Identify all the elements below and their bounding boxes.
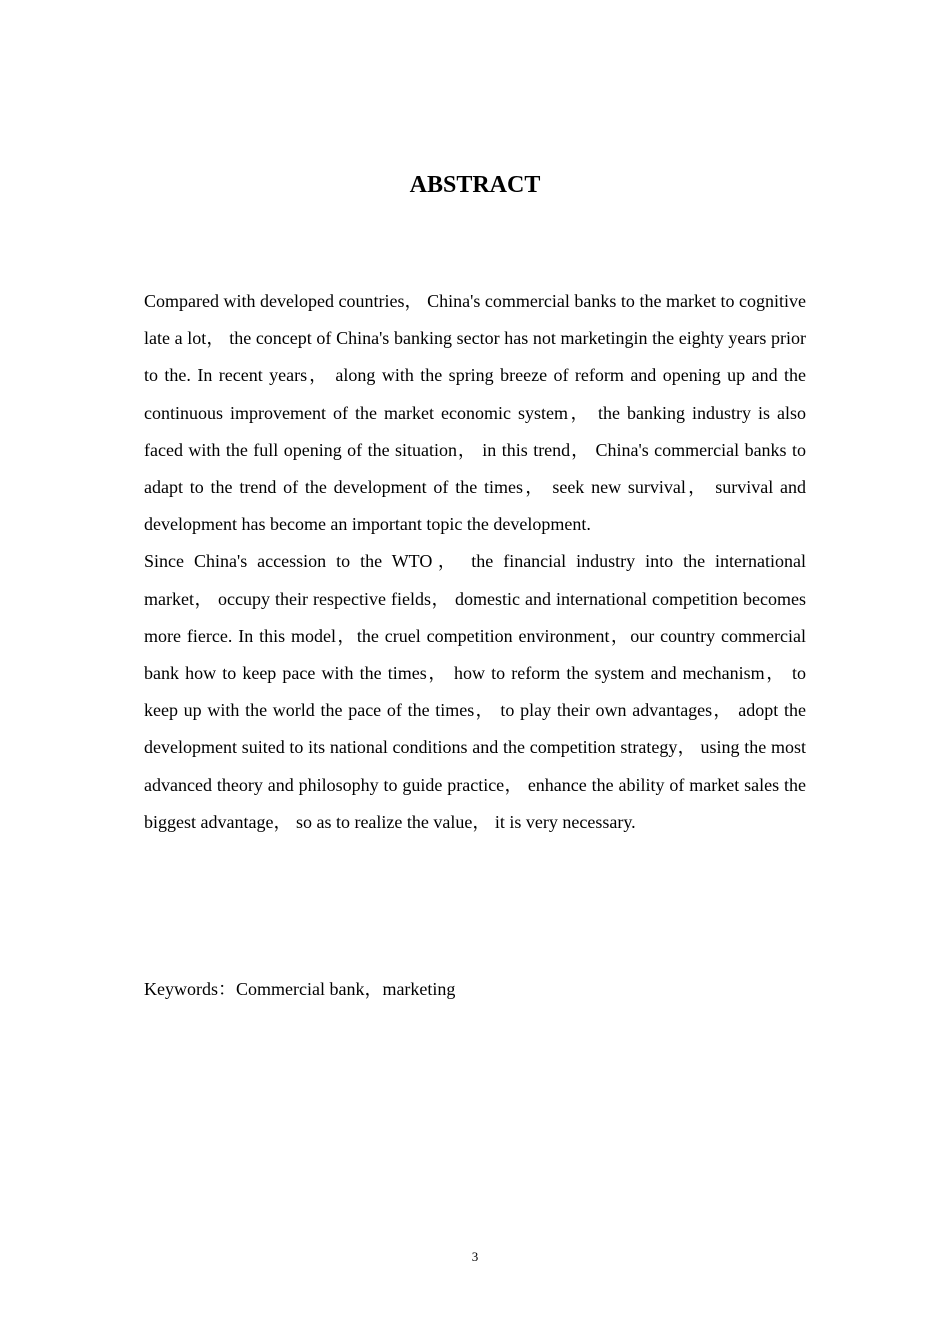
abstract-body [144,283,806,841]
abstract-paragraph-1: Compared with developed countries， China's commercial banks to the market to cognitive late a lot， the concept of China's banking sector has not marketingin the eighty years prior to the. In recent years， along with the spring breeze of reform and opening up and the continuous improvement of the market economic system， the banking industry is also faced with the full opening of the situation， in this trend， China's commercial banks to adapt to the trend of the development of the times， seek new survival， survival and development has become an important topic the development. [144,291,806,535]
keywords-line: Keywords：Commercial bank，marketing [144,979,456,999]
abstract-paragraph-2: Since China's accession to the WTO， the financial industry into the international market， occupy their respective fields， domestic and international competition becomes more fierce. In this model，the cruel competition environment，our country commercial bank how to keep pace with the times， how to reform the system and mechanism， to keep up with the world the pace of the times， to play their own advantages， adopt the development suited to its national conditions and the competition strategy， using the most advanced theory and philosophy to guide practice， enhance the ability of market sales the biggest advantage， so as to realize the value， it is very necessary. [144,551,806,832]
page-number: 3 [471,1249,479,1264]
abstract-title: ABSTRACT [409,172,541,198]
